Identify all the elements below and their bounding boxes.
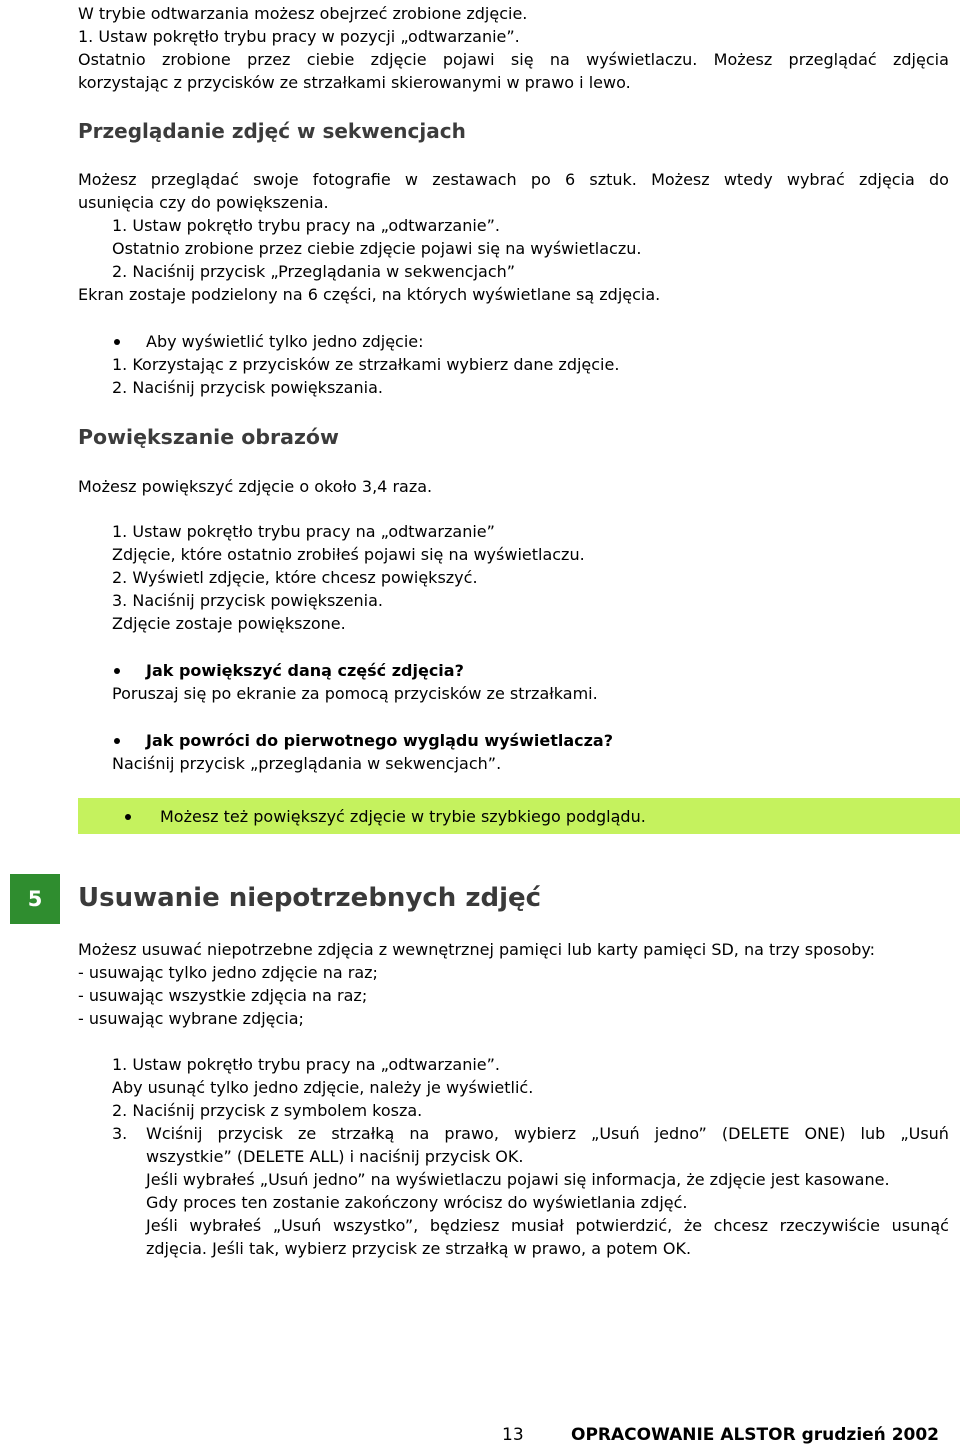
section-heading: Powiększanie obrazów (78, 425, 339, 449)
bullet-icon (114, 738, 120, 744)
word: potwierdzić, (575, 1216, 673, 1235)
section-title: Usuwanie niepotrzebnych zdjęć (78, 883, 542, 913)
word: przeglądać (788, 50, 877, 69)
step-number: 3. (112, 1124, 128, 1143)
word: na (409, 1124, 430, 1143)
step: 1. Ustaw pokrętło trybu pracy na „odtwarzanie”. (112, 1055, 501, 1074)
text-line: 1. Ustaw pokrętło trybu pracy w pozycji „odtwarzanie”. (78, 27, 520, 46)
word: ze (298, 1124, 317, 1143)
word: na (549, 50, 570, 69)
step: 2. Naciśnij przycisk z symbolem kosza. (112, 1101, 423, 1120)
word: zrobione (161, 50, 231, 69)
word: w (404, 170, 419, 189)
text-line: Możesz usuwać niepotrzebne zdjęcia z wewnętrznej pamięci lub karty pamięci SD, na trzy sposoby: (78, 940, 876, 959)
word: Możesz (78, 170, 137, 189)
word: przeglądać (150, 170, 239, 189)
step-note: wszystkie” (DELETE ALL) i naciśnij przycisk OK. (146, 1147, 524, 1166)
word: że (683, 1216, 703, 1235)
bullet-icon (125, 814, 131, 820)
word: wybrałeś (189, 1216, 262, 1235)
step-note: Jeśli wybrałeś „Usuń jedno” na wyświetlaczu pojawi się informacja, że zdjęcie jest kasowane. (146, 1170, 890, 1189)
word: po (530, 170, 551, 189)
word: zestawach (432, 170, 517, 189)
footer-text: OPRACOWANIE ALSTOR grudzień 2002 (571, 1425, 940, 1445)
step-note: Ostatnio zrobione przez ciebie zdjęcie pojawi się na wyświetlaczu. (112, 239, 642, 258)
word: wybrać (786, 170, 845, 189)
word: zdjęcie (370, 50, 427, 69)
word: strzałką (331, 1124, 395, 1143)
answer: Poruszaj się po ekranie za pomocą przycisków ze strzałkami. (112, 684, 598, 703)
bullet-text: Aby wyświetlić tylko jedno zdjęcie: (146, 332, 424, 351)
justified-line (78, 170, 949, 190)
step: 1. Ustaw pokrętło trybu pracy na „odtwarzanie”. (112, 216, 501, 235)
list-item: - usuwając wszystkie zdjęcia na raz; (78, 986, 368, 1005)
word: musiał (510, 1216, 564, 1235)
list-item: - usuwając wybrane zdjęcia; (78, 1009, 304, 1028)
answer: Naciśnij przycisk „przeglądania w sekwencjach”. (112, 754, 502, 773)
word: zdjęcia (892, 50, 949, 69)
word: „Usuń (272, 1216, 322, 1235)
word: sztuk. (589, 170, 637, 189)
text-line: korzystając z przycisków ze strzałkami skierowanymi w prawo i lewo. (78, 73, 631, 92)
word: lub (860, 1124, 886, 1143)
step: 3. Naciśnij przycisk powiększenia. (112, 591, 383, 610)
justified-line (146, 1216, 949, 1236)
text-line: usunięcia czy do powiększenia. (78, 193, 329, 212)
list-item: - usuwając tylko jedno zdjęcie na raz; (78, 963, 378, 982)
step: 1. Korzystając z przycisków ze strzałkami wybierz dane zdjęcie. (112, 355, 620, 374)
step: 2. Naciśnij przycisk „Przeglądania w sekwencjach” (112, 262, 516, 281)
word: zdjęcia (858, 170, 915, 189)
word: fotografie (312, 170, 391, 189)
page-number: 13 (502, 1425, 524, 1445)
justified-line (146, 1124, 949, 1144)
step-note: Aby usunąć tylko jedno zdjęcie, należy je wyświetlić. (112, 1078, 534, 1097)
step-note: Ekran zostaje podzielony na 6 części, na których wyświetlane są zdjęcia. (78, 285, 661, 304)
word: wyświetlaczu. (586, 50, 698, 69)
word: jedno” (654, 1124, 707, 1143)
bullet-icon (114, 339, 120, 345)
word: 6 (565, 170, 576, 189)
word: Możesz (651, 170, 710, 189)
word: wtedy (723, 170, 773, 189)
word: ONE) (804, 1124, 846, 1143)
word: (DELETE (721, 1124, 790, 1143)
bullet-icon (114, 668, 120, 674)
justified-line (78, 50, 949, 70)
tip-text: Możesz też powiększyć zdjęcie w trybie szybkiego podglądu. (160, 807, 646, 826)
question: Jak powiększyć daną część zdjęcia? (146, 661, 464, 680)
word: usunąć (891, 1216, 949, 1235)
step: 2. Naciśnij przycisk powiększania. (112, 378, 383, 397)
step-note: zdjęcia. Jeśli tak, wybierz przycisk ze strzałką w prawo, a potem OK. (146, 1239, 692, 1258)
word: pojawi (442, 50, 495, 69)
word: będziesz (429, 1216, 500, 1235)
word: przez (247, 50, 291, 69)
word: do (929, 170, 949, 189)
word: Wciśnij (146, 1124, 203, 1143)
section-number-badge: 5 (10, 874, 60, 924)
word: swoje (253, 170, 299, 189)
step: 1. Ustaw pokrętło trybu pracy na „odtwarzanie” (112, 522, 495, 541)
word: rzeczywiście (779, 1216, 880, 1235)
word: się (510, 50, 534, 69)
word: „Usuń (900, 1124, 949, 1143)
word: Jeśli (146, 1216, 178, 1235)
section-heading: Przeglądanie zdjęć w sekwencjach (78, 119, 466, 143)
word: ciebie (306, 50, 355, 69)
word: „Usuń (591, 1124, 640, 1143)
question: Jak powróci do pierwotnego wyglądu wyświetlacza? (146, 731, 613, 750)
word: chcesz (713, 1216, 768, 1235)
step-note: Gdy proces ten zostanie zakończony wrócisz do wyświetlania zdjęć. (146, 1193, 688, 1212)
text-line: W trybie odtwarzania możesz obejrzeć zrobione zdjęcie. (78, 4, 528, 23)
word: przycisk (217, 1124, 283, 1143)
text-line: Możesz powiększyć zdjęcie o około 3,4 raza. (78, 477, 433, 496)
step: 2. Wyświetl zdjęcie, które chcesz powiększyć. (112, 568, 478, 587)
step-note: Zdjęcie, które ostatnio zrobiłeś pojawi się na wyświetlaczu. (112, 545, 585, 564)
step-note: Zdjęcie zostaje powiększone. (112, 614, 346, 633)
word: prawo, (444, 1124, 499, 1143)
word: wybierz (513, 1124, 576, 1143)
word: Ostatnio (78, 50, 146, 69)
word: Możesz (713, 50, 773, 69)
word: wszystko”, (333, 1216, 419, 1235)
